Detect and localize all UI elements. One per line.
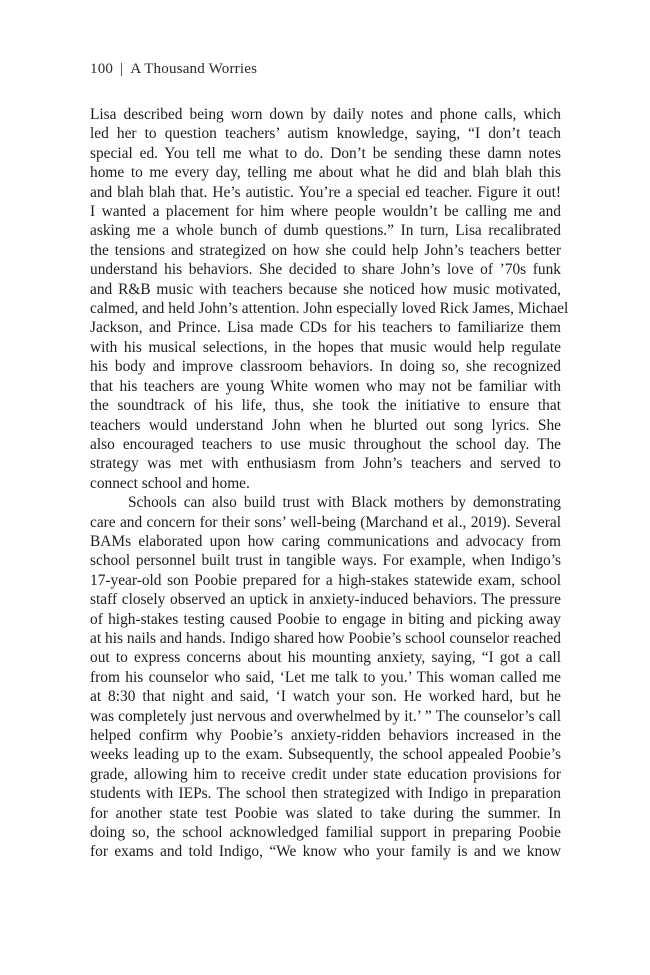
text-line: with his musical selections, in the hopes that music would help regulate bbox=[90, 338, 561, 356]
text-line: connect school and home. bbox=[90, 474, 250, 492]
text-line: understand his behaviors. She decided to share John’s love of ’70s funk bbox=[90, 261, 561, 279]
text-line: out to express concerns about his mounting anxiety, saying, “I got a call bbox=[90, 649, 561, 667]
text-line: and R&B music with teachers because she noticed how music motivated, bbox=[90, 280, 561, 298]
text-line: that his teachers are young White women who may not be familiar with bbox=[90, 377, 561, 395]
text-line: for another state test Poobie was slated to take during the summer. In bbox=[90, 804, 561, 822]
text-line: teachers would understand John when he blurted out song lyrics. She bbox=[90, 416, 561, 434]
text-line: Schools can also build trust with Black mothers by demonstrating bbox=[128, 494, 561, 512]
header-separator: | bbox=[120, 61, 124, 77]
text-line: grade, allowing him to receive credit under state education provisions for bbox=[90, 765, 561, 783]
text-line: students with IEPs. The school then strategized with Indigo in preparation bbox=[90, 785, 561, 803]
text-line: Lisa described being worn down by daily notes and phone calls, which bbox=[90, 106, 561, 123]
text-line: doing so, the school acknowledged familial support in preparing Poobie bbox=[90, 824, 561, 842]
text-line: home to me every day, telling me about what he did and blah blah this bbox=[90, 164, 561, 182]
text-line: was completely just nervous and overwhelmed by it.’ ” The counselor’s call bbox=[90, 707, 561, 725]
text-line: 17-year-old son Poobie prepared for a high-stakes statewide exam, school bbox=[90, 571, 561, 589]
text-line: staff closely observed an uptick in anxiety-induced behaviors. The pressure bbox=[90, 591, 561, 609]
text-line: from his counselor who said, ‘Let me talk to you.’ This woman called me bbox=[90, 668, 561, 686]
text-line: helped confirm why Poobie’s anxiety-ridden behaviors increased in the bbox=[90, 727, 561, 744]
text-line: the tensions and strategized on how she could help John’s teachers better bbox=[90, 241, 561, 259]
text-line: asking me a whole bunch of dumb questions.” In turn, Lisa recalibrated bbox=[90, 222, 561, 240]
text-line: at 8:30 that night and said, ‘I watch your son. He worked hard, but he bbox=[90, 688, 561, 706]
text-line: for exams and told Indigo, “We know who your family is and we know bbox=[90, 843, 561, 861]
text-line: and blah blah that. He’s autistic. You’re a special ed teacher. Figure it out! bbox=[90, 183, 561, 201]
book-title: A Thousand Worries bbox=[130, 61, 258, 77]
text-line: at his nails and hands. Indigo shared how Poobie’s school counselor reached bbox=[90, 629, 561, 647]
body-text bbox=[90, 105, 569, 862]
text-line: school personnel built trust in tangible ways. For example, when Indigo’s bbox=[90, 552, 561, 570]
text-line: Jackson, and Prince. Lisa made CDs for his teachers to familiarize them bbox=[90, 319, 561, 337]
text-line: BAMs elaborated upon how caring communications and advocacy from bbox=[90, 532, 561, 550]
page-number: 100 bbox=[90, 61, 114, 77]
text-line: care and concern for their sons’ well-being (Marchand et al., 2019). Several bbox=[90, 513, 561, 531]
text-line: his body and improve classroom behaviors. In doing so, she recognized bbox=[90, 358, 561, 376]
running-head bbox=[90, 61, 257, 78]
text-line: I wanted a placement for him where people wouldn’t be calling me and bbox=[90, 203, 561, 221]
text-line: calmed, and held John’s attention. John especially loved Rick James, Michael bbox=[90, 300, 569, 318]
text-line: of high-stakes testing caused Poobie to engage in biting and picking away bbox=[90, 610, 561, 628]
paragraph-1 bbox=[90, 105, 569, 493]
text-line: weeks leading up to the exam. Subsequently, the school appealed Poobie’s bbox=[90, 746, 561, 764]
paragraph-2 bbox=[90, 493, 561, 862]
text-line: also encouraged teachers to use music throughout the school day. The bbox=[90, 435, 561, 453]
text-line: strategy was met with enthusiasm from John’s teachers and served to bbox=[90, 455, 561, 473]
text-line: led her to question teachers’ autism knowledge, saying, “I don’t teach bbox=[90, 125, 561, 143]
text-line: special ed. You tell me what to do. Don’t be sending these damn notes bbox=[90, 144, 561, 162]
text-line: the soundtrack of his life, thus, she took the initiative to ensure that bbox=[90, 397, 561, 415]
